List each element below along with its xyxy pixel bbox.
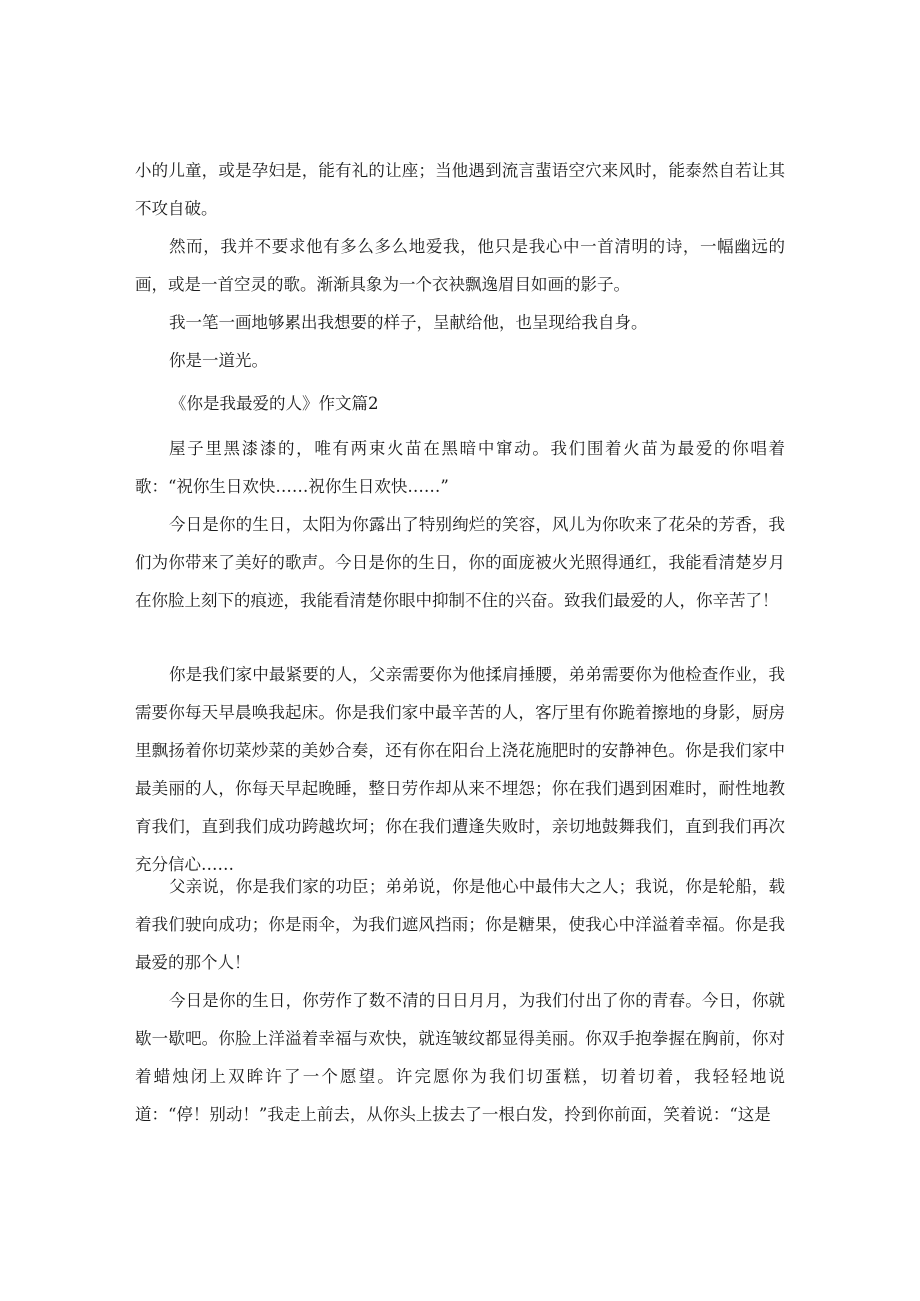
paragraph-8: 父亲说，你是我们家的功臣；弟弟说，你是他心中最伟大之人；我说，你是轮船，载着我们驶向成功；你是雨伞，为我们遮风挡雨；你是糖果，使我心中洋溢着幸福。你是我最爱的那个人！ <box>135 877 785 972</box>
essay-section-title: 《你是我最爱的人》作文篇2 <box>170 394 379 413</box>
paragraph-1: 小的儿童，或是孕妇是，能有礼的让座；当他遇到流言蜚语空穴来风时，能泰然自若让其不攻自破。 <box>135 161 785 218</box>
paragraph-4: 你是一道光。 <box>169 351 268 370</box>
paragraph-3: 我一笔一画地够累出我想要的样子，呈献给他，也呈现给我自身。 <box>169 313 648 332</box>
paragraph-2: 然而，我并不要求他有多么多么地爱我，他只是我心中一首清明的诗，一幅幽远的画，或是一首空灵的歌。渐渐具象为一个衣袂飘逸眉目如画的影子。 <box>135 237 785 294</box>
paragraph-7: 你是我们家中最紧要的人，父亲需要你为他揉肩捶腰，弟弟需要你为他检查作业，我需要你每天早晨唤我起床。你是我们家中最辛苦的人，客厅里有你跪着擦地的身影，厨房里飘扬着你切菜炒菜的美妙合奏，还有你在阳台上浇花施肥时的安静神色。你是我们家中最美丽的人，你每天早起晚睡，整日劳作却从来不埋怨；你在我们遇到困难时，耐性地教育我们，直到我们成功跨越坎坷；你在我们遭逢失败时，亲切地鼓舞我们，直到我们再次充分信心…… <box>135 665 785 874</box>
paragraph-5: 屋子里黑漆漆的，唯有两束火苗在黑暗中窜动。我们围着火苗为最爱的你唱着歌：“祝你生日欢快……祝你生日欢快……” <box>135 439 785 496</box>
paragraph-9: 今日是你的生日，你劳作了数不清的日日月月，为我们付出了你的青春。今日，你就歇一歇吧。你脸上洋溢着幸福与欢快，就连皱纹都显得美丽。你双手抱拳握在胸前，你对着蜡烛闭上双眸许了一个愿望。许完愿你为我们切蛋糕，切着切着，我轻轻地说道：“停！别动！”我走上前去，从你头上拔去了一根白发，拎到你前面，笑着说：“这是 <box>135 991 785 1124</box>
paragraph-6: 今日是你的生日，太阳为你露出了特别绚烂的笑容，风儿为你吹来了花朵的芳香，我们为你带来了美好的歌声。今日是你的生日，你的面庞被火光照得通红，我能看清楚岁月在你脸上刻下的痕迹，我能看清楚你眼中抑制不住的兴奋。致我们最爱的人，你辛苦了！ <box>135 515 785 610</box>
